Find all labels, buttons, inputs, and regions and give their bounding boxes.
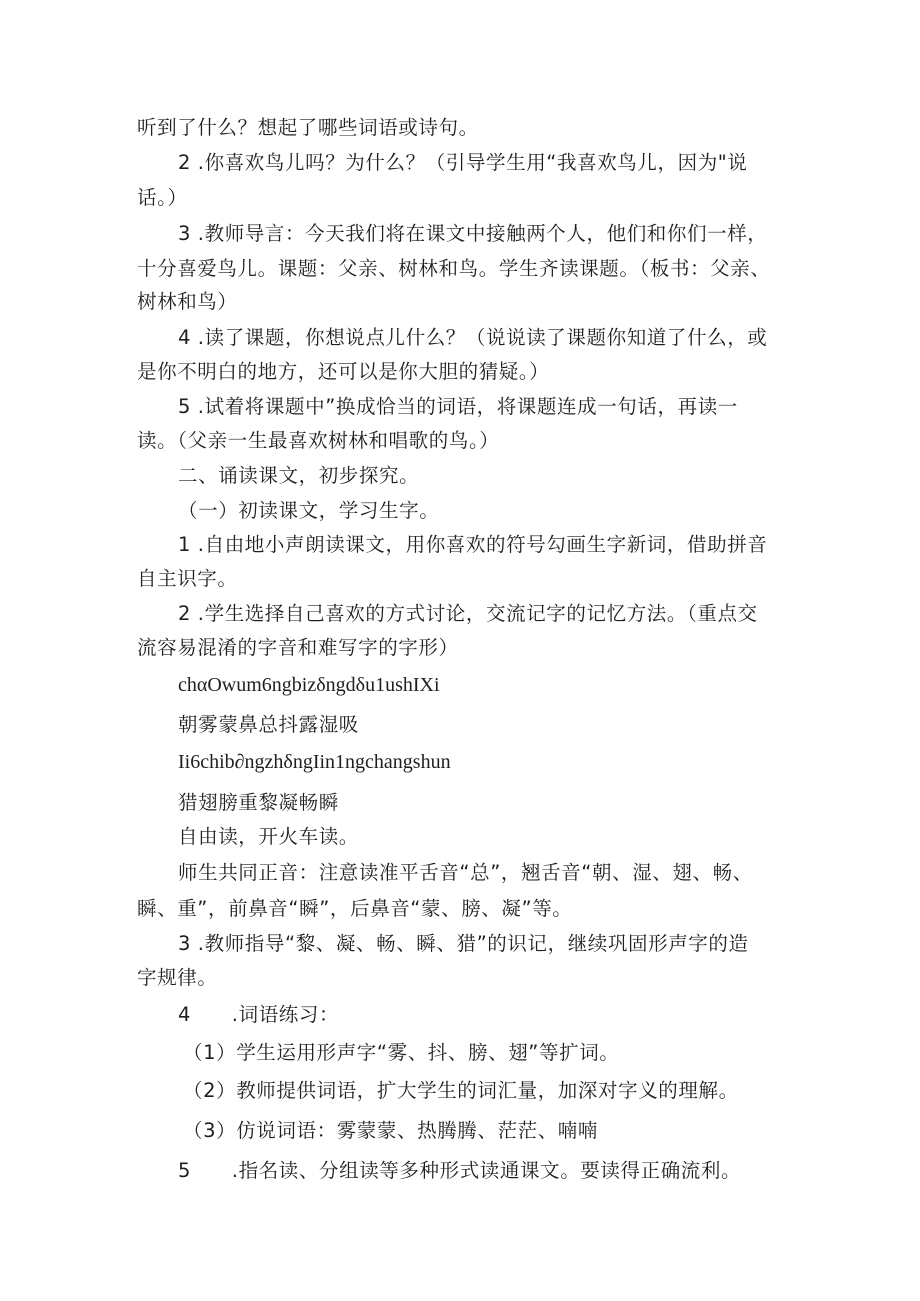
pinyin-line: Ii6chib∂ngzhδngIin1ngchangshun	[178, 751, 451, 773]
text-line: 5 .试着将课题中”换成恰当的词语，将课题连成一句话，再读一	[178, 395, 738, 418]
character-line: 猎翅膀重黎凝畅瞬	[178, 791, 339, 814]
character-line: 朝雾蒙鼻总抖露湿吸	[178, 713, 359, 736]
list-item: （1）学生运用形声字“雾、抖、膀、翅”等扩词。	[183, 1041, 620, 1064]
text-line: 4 .读了课题，你想说点儿什么？（说说读了课题你知道了什么，或	[178, 326, 768, 349]
text-line: 是你不明白的地方，还可以是你大胆的猜疑。）	[137, 360, 550, 383]
subsection-heading: （一）初读课文，学习生字。	[178, 499, 440, 522]
text-line: 4 .词语练习：	[178, 1003, 340, 1026]
text-line: 2 .你喜欢鸟儿吗？为什么？（引导学生用“我喜欢鸟儿，因为"说	[178, 151, 748, 174]
text-line: 听到了什么？想起了哪些词语或诗句。	[137, 116, 479, 139]
list-item: （2）教师提供词语，扩大学生的词汇量，加深对字义的理解。	[183, 1079, 739, 1102]
list-item: （3）仿说词语：雾蒙蒙、热腾腾、茫茫、喃喃	[183, 1119, 599, 1142]
text-line: 瞬、重”，前鼻音“瞬”，后鼻音“蒙、膀、凝”等。	[137, 897, 573, 920]
text-line: 自主识字。	[137, 567, 238, 590]
text-line: 读。（父亲一生最喜欢树林和唱歌的鸟。）	[137, 429, 500, 452]
text-line: 流容易混淆的字音和难写字的字形）	[137, 636, 459, 659]
text-line: 2 .学生选择自己喜欢的方式讨论，交流记字的记忆方法。（重点交	[178, 602, 758, 625]
text-line: 树林和鸟）	[137, 290, 238, 313]
text-line: 5 .指名读、分组读等多种形式读通课文。要读得正确流利。	[178, 1159, 742, 1182]
text-line: 师生共同正音：注意读准平舌音“总”，翘舌音“朝、湿、翅、畅、	[178, 861, 753, 884]
text-line: 字规律。	[137, 966, 218, 989]
text-line: 3 .教师导言：今天我们将在课文中接触两个人，他们和你们一样，	[178, 222, 768, 245]
text-line: 1 .自由地小声朗读课文，用你喜欢的符号勾画生字新词，借助拼音	[178, 533, 768, 556]
section-heading: 二、诵读课文，初步探究。	[178, 464, 420, 487]
text-line: 自由读，开火车读。	[178, 825, 359, 848]
pinyin-line: chαOwum6ngbizδngdδu1ushIXi	[178, 674, 440, 696]
text-line: 3 .教师指导“黎、凝、畅、瞬、猎”的识记，继续巩固形声字的造	[178, 932, 749, 955]
text-line: 话。）	[137, 186, 188, 209]
text-line: 十分喜爱鸟儿。课题：父亲、树林和鸟。学生齐读课题。（板书：父亲、	[137, 257, 771, 280]
